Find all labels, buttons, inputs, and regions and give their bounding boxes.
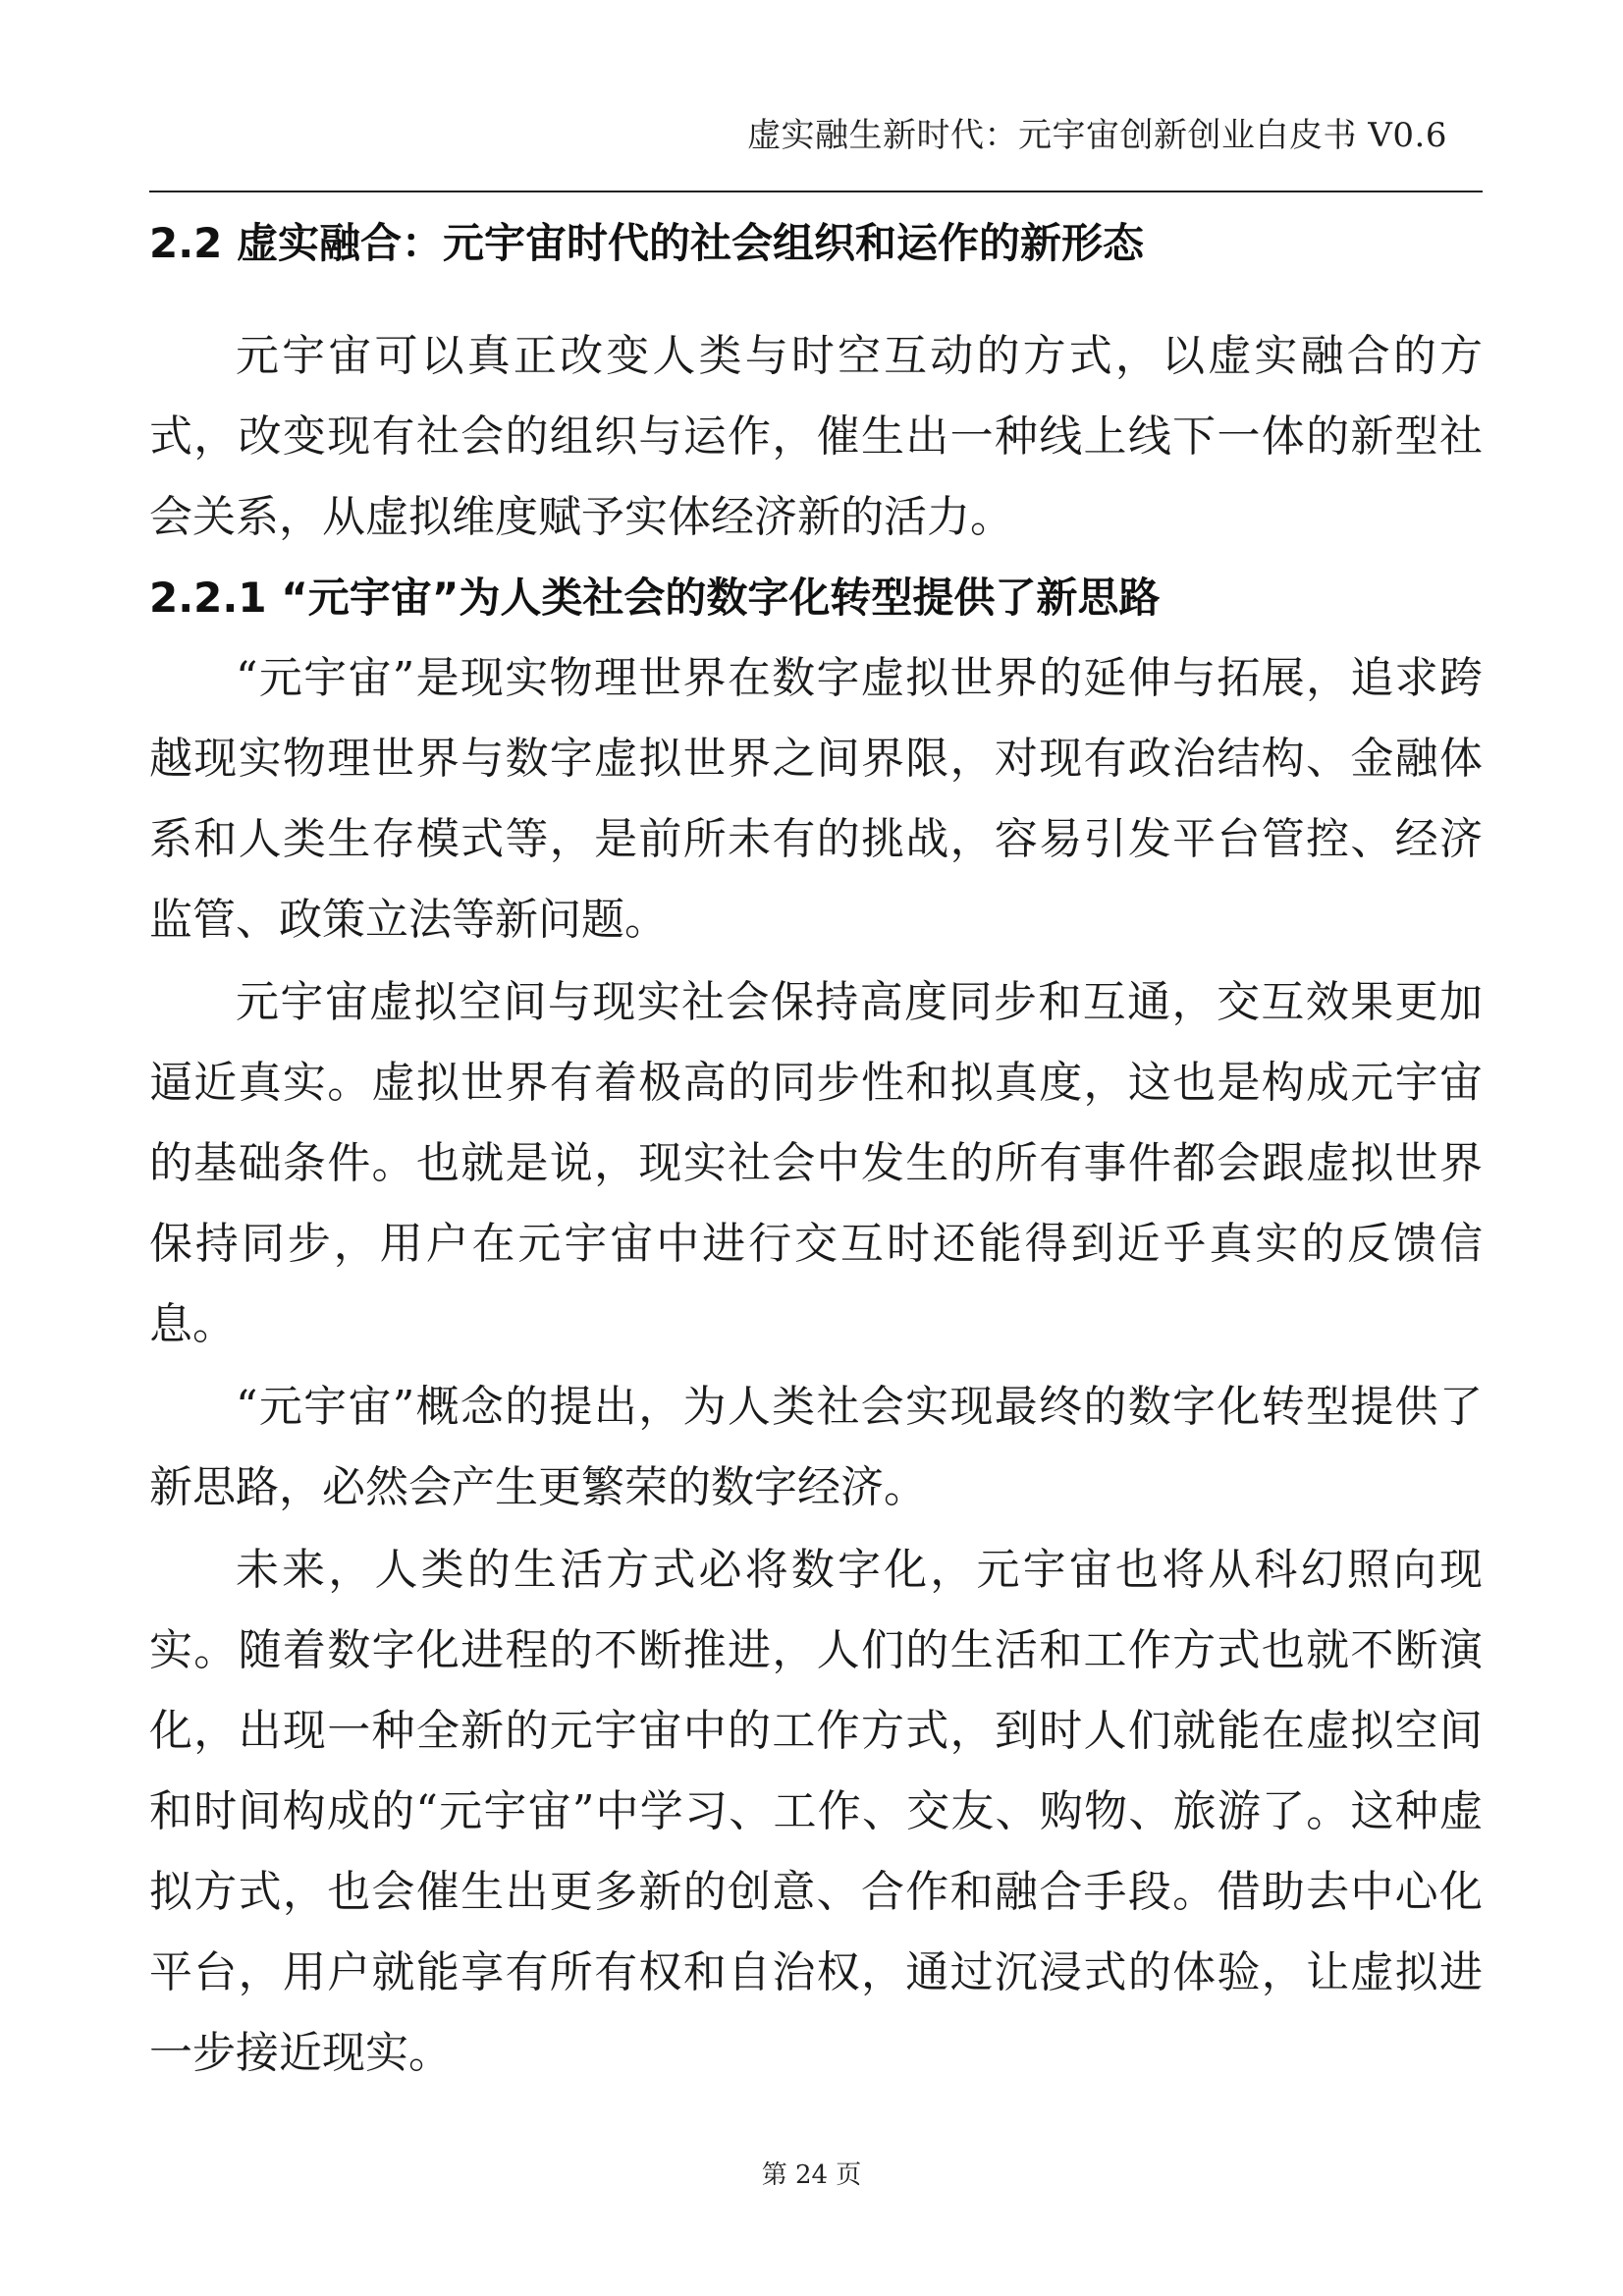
running-header: 虚实融生新时代：元宇宙创新创业白皮书 V0.6 bbox=[747, 116, 1447, 155]
body-paragraph: 未来，人类的生活方式必将数字化，元宇宙也将从科幻照向现实。随着数字化进程的不断推进，人们的生活和工作方式也就不断演化，出现一种全新的元宇宙中的工作方式，到时人们就能在虚拟空间和时间构成的“元宇宙”中学习、工作、交友、购物、旅游了。这种虚拟方式，也会催生出更多新的创意、合作和融合手段。借助去中心化平台，用户就能享有所有权和自治权，通过沉浸式的体验，让虚拟进一步接近现实。 bbox=[149, 1545, 1483, 2078]
section-intro-paragraph: 元宇宙可以真正改变人类与时空互动的方式，以虚实融合的方式，改变现有社会的组织与运作，催生出一种线上线下一体的新型社会关系，从虚拟维度赋予实体经济新的活力。 bbox=[149, 331, 1483, 542]
body-paragraph: 元宇宙虚拟空间与现实社会保持高度同步和互通，交互效果更加逼近真实。虚拟世界有着极高的同步性和拟真度，这也是构成元宇宙的基础条件。也就是说，现实社会中发生的所有事件都会跟虚拟世界保持同步，用户在元宇宙中进行交互时还能得到近乎真实的反馈信息。 bbox=[149, 977, 1483, 1349]
page-content bbox=[149, 204, 1483, 2094]
section-heading: 2.2 虚实融合：元宇宙时代的社会组织和运作的新形态 bbox=[149, 219, 1145, 267]
body-paragraph: “元宇宙”是现实物理世界在数字虚拟世界的延伸与拓展，追求跨越现实物理世界与数字虚拟世界之间界限，对现有政治结构、金融体系和人类生存模式等，是前所未有的挑战，容易引发平台管控、经济监管、政策立法等新问题。 bbox=[149, 653, 1483, 945]
header-rule bbox=[149, 191, 1483, 192]
page-number: 第 24 页 bbox=[761, 2160, 862, 2190]
body-paragraph: “元宇宙”概念的提出，为人类社会实现最终的数字化转型提供了新思路，必然会产生更繁荣的数字经济。 bbox=[149, 1382, 1483, 1512]
subsection-heading: 2.2.1 “元宇宙”为人类社会的数字化转型提供了新思路 bbox=[149, 574, 1161, 622]
